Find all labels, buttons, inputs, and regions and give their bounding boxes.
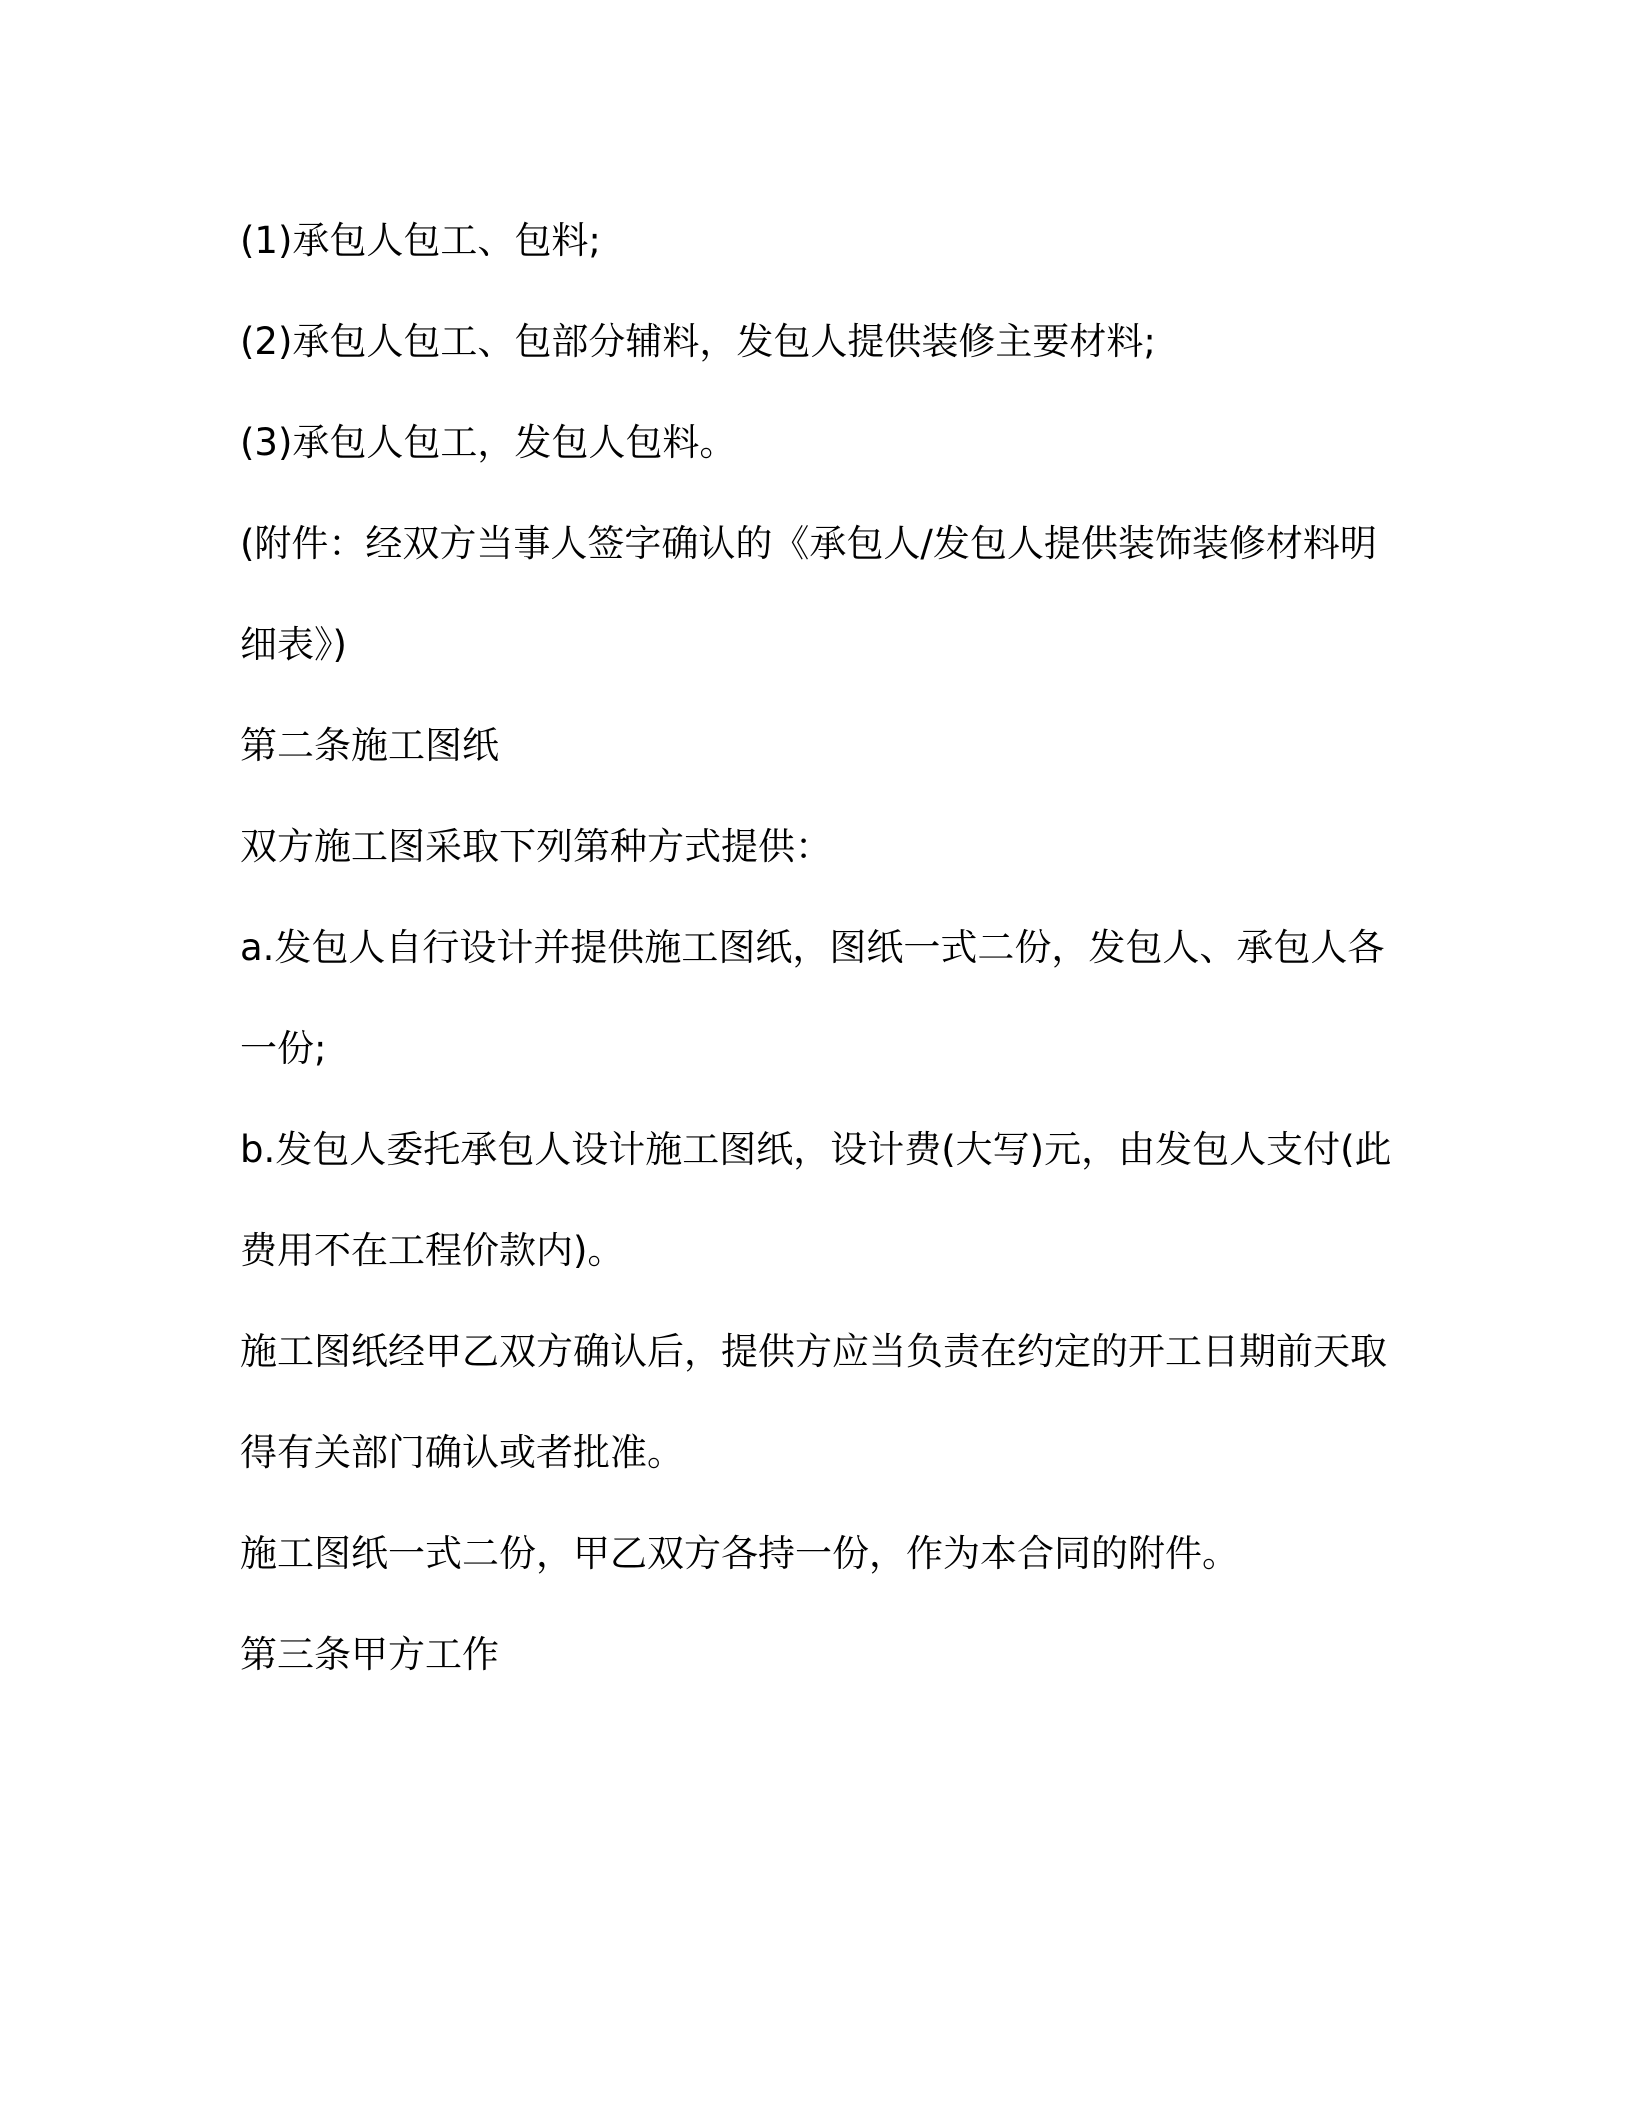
contract-option-3: (3)承包人包工，发包人包料。 (240, 421, 737, 464)
contract-option-2: (2)承包人包工、包部分辅料，发包人提供装修主要材料; (240, 320, 1156, 363)
attachment-note: (附件：经双方当事人签字确认的《承包人/发包人提供装饰装修材料明细表》) (240, 522, 1377, 666)
drawing-option-a: a.发包人自行设计并提供施工图纸，图纸一式二份，发包人、承包人各一份; (240, 926, 1385, 1070)
contract-option-1: (1)承包人包工、包料; (240, 219, 601, 262)
section-heading-article-2: 第二条施工图纸 (240, 724, 499, 767)
drawing-copies-clause: 施工图纸一式二份，甲乙双方各持一份，作为本合同的附件。 (240, 1532, 1239, 1575)
section-heading-article-3: 第三条甲方工作 (240, 1633, 499, 1676)
drawing-provision-intro: 双方施工图采取下列第种方式提供： (240, 825, 832, 868)
drawing-option-b: b.发包人委托承包人设计施工图纸，设计费(大写)元，由发包人支付(此费用不在工程价款内)。 (240, 1128, 1392, 1272)
document-body (240, 190, 1410, 1705)
drawing-approval-clause: 施工图纸经甲乙双方确认后，提供方应当负责在约定的开工日期前天取得有关部门确认或者批准。 (240, 1330, 1387, 1474)
